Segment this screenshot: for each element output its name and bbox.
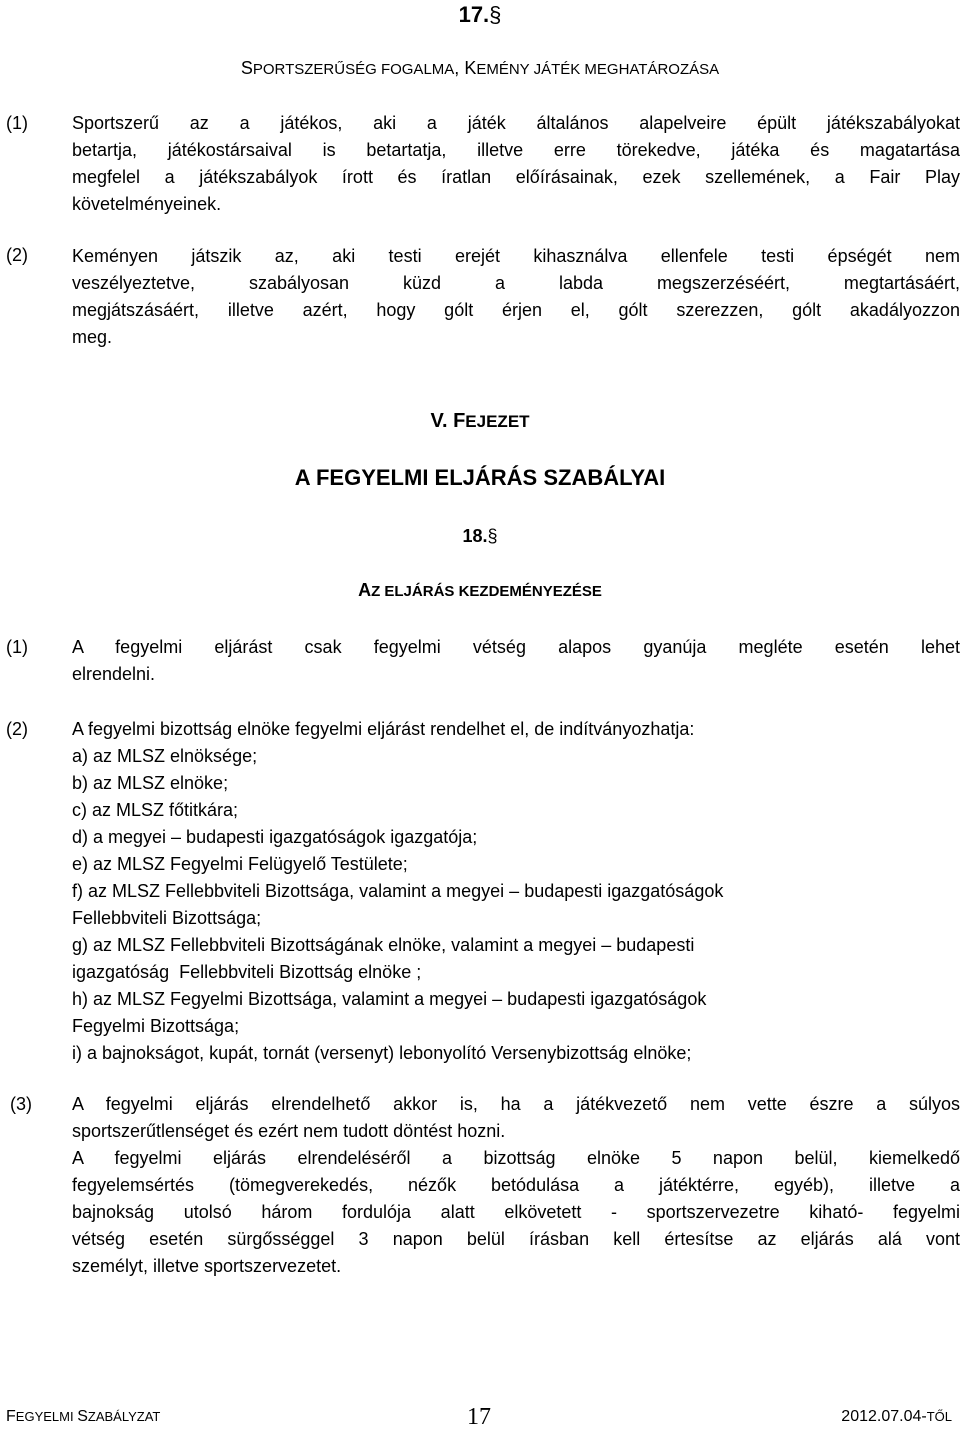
text-line: betartja, játékostársaival is betartatja, illetve erre törekedve, játéka és magatartása bbox=[72, 140, 960, 160]
footer-word: ZABÁLYZAT bbox=[87, 1409, 161, 1424]
footer-initial: S bbox=[77, 1408, 88, 1425]
list-item: b) az MLSZ elnöke; bbox=[72, 773, 229, 793]
text-line: megfelel a játékszabályok írott és íratlan előírásainak, ezek szellemének, a Fair Play bbox=[72, 167, 960, 187]
footer-date bbox=[841, 1408, 952, 1426]
list-item: Fegyelmi Bizottsága; bbox=[72, 1016, 240, 1036]
text-line: Keményen játszik az, aki testi erejét kihasználva ellenfele testi épségét nem bbox=[72, 246, 960, 266]
text-line: A fegyelmi eljárást csak fegyelmi vétség alapos gyanúja megléte esetén lehet bbox=[72, 637, 960, 657]
list-item: a) az MLSZ elnöksége; bbox=[72, 746, 258, 766]
section-symbol: § bbox=[489, 2, 502, 27]
footer-date-value: 2012.07.04- bbox=[841, 1408, 927, 1425]
chapter-initial: V. F bbox=[430, 410, 466, 432]
title-part: PORTSZERŰSÉG FOGALMA bbox=[252, 61, 455, 78]
title-initial: S bbox=[240, 58, 253, 78]
paragraph-number: (1) bbox=[6, 113, 28, 133]
footer-page-number: 17 bbox=[467, 1404, 491, 1430]
list-item: i) a bajnokságot, kupát, tornát (versenyt) lebonyolító Versenybizottság elnöke; bbox=[72, 1043, 692, 1063]
section-17-title bbox=[0, 58, 960, 79]
list-item: g) az MLSZ Fellebbviteli Bizottságának elnöke, valamint a megyei – budapesti bbox=[72, 935, 695, 955]
title-initial: A bbox=[358, 580, 372, 600]
list-item: igazgatóság Fellebbviteli Bizottság elnöke ; bbox=[72, 962, 422, 982]
paragraph-number: (1) bbox=[6, 637, 28, 657]
footer-date-suffix: TŐL bbox=[926, 1409, 952, 1424]
title-part: Z ELJÁRÁS KEZDEMÉNYEZÉSE bbox=[371, 583, 602, 600]
paragraph-18-1 bbox=[72, 634, 960, 688]
list-item: f) az MLSZ Fellebbviteli Bizottsága, valamint a megyei – budapesti igazgatóságok bbox=[72, 881, 724, 901]
chapter-word: EJEZET bbox=[465, 412, 530, 431]
text-line: elrendelni. bbox=[72, 664, 156, 684]
text-line: veszélyeztetve, szabályosan küzd a labda megszerzéséért, megtartásáért, bbox=[72, 273, 960, 293]
paragraph-17-2 bbox=[72, 243, 960, 351]
paragraph-17-1 bbox=[72, 110, 960, 218]
footer-document-title bbox=[6, 1408, 160, 1426]
text-line: vétség esetén sürgősséggel 3 napon belül írásban kell értesítse az eljárás alá vont bbox=[72, 1229, 960, 1249]
title-initial: K bbox=[464, 58, 477, 78]
section-18-heading bbox=[0, 526, 960, 547]
text-line: A fegyelmi bizottság elnöke fegyelmi eljárást rendelhet el, de indítványozhatja: bbox=[72, 719, 695, 739]
footer-word: EGYELMI bbox=[15, 1409, 78, 1424]
list-item: Fellebbviteli Bizottsága; bbox=[72, 908, 262, 928]
text-line: bajnokság utolsó három fordulója alatt elkövetett - sportszervezetre kiható- fegyelmi bbox=[72, 1202, 960, 1222]
text-line: megjátszásáért, illetve azért, hogy gólt érjen el, gólt szerezzen, gólt akadályozzon bbox=[72, 300, 960, 320]
paragraph-number: (2) bbox=[6, 719, 28, 739]
chapter-heading bbox=[0, 410, 960, 433]
chapter-title: A FEGYELMI ELJÁRÁS SZABÁLYAI bbox=[294, 465, 666, 490]
text-line: fegyelemsértés (tömegverekedés, nézők betódulása a játéktérre, egyéb), illetve a bbox=[72, 1175, 960, 1195]
text-line: követelményeinek. bbox=[72, 194, 222, 214]
text-line: személyt, illetve sportszervezetet. bbox=[72, 1256, 342, 1276]
list-item: h) az MLSZ Fegyelmi Bizottsága, valamint a megyei – budapesti igazgatóságok bbox=[72, 989, 707, 1009]
list-item: c) az MLSZ főtitkára; bbox=[72, 800, 239, 820]
paragraph-18-3 bbox=[72, 1091, 960, 1280]
section-number: 17. bbox=[458, 2, 490, 27]
paragraph-number: (3) bbox=[10, 1094, 32, 1114]
text-line: meg. bbox=[72, 327, 113, 347]
paragraph-18-2 bbox=[72, 716, 960, 1067]
section-18-title bbox=[0, 580, 960, 601]
title-separator: , bbox=[454, 58, 465, 78]
footer-initial: F bbox=[6, 1408, 16, 1425]
section-17-heading bbox=[0, 2, 960, 28]
title-part: EMÉNY JÁTÉK MEGHATÁROZÁSA bbox=[476, 61, 720, 78]
section-number: 18. bbox=[462, 526, 488, 546]
section-symbol: § bbox=[487, 526, 498, 546]
text-line: A fegyelmi eljárás elrendelhető akkor is, ha a játékvezető nem vette észre a súlyos bbox=[72, 1094, 960, 1114]
paragraph-number: (2) bbox=[6, 245, 28, 265]
list-item: e) az MLSZ Fegyelmi Felügyelő Testülete; bbox=[72, 854, 408, 874]
text-line: Sportszerű az a játékos, aki a játék általános alapelveire épült játékszabályokat bbox=[72, 113, 960, 133]
text-line: sportszerűtlenséget és ezért nem tudott döntést hozni. bbox=[72, 1121, 506, 1141]
text-line: A fegyelmi eljárás elrendeléséről a bizottság elnöke 5 napon belül, kiemelkedő bbox=[72, 1148, 960, 1168]
list-item: d) a megyei – budapesti igazgatóságok igazgatója; bbox=[72, 827, 478, 847]
